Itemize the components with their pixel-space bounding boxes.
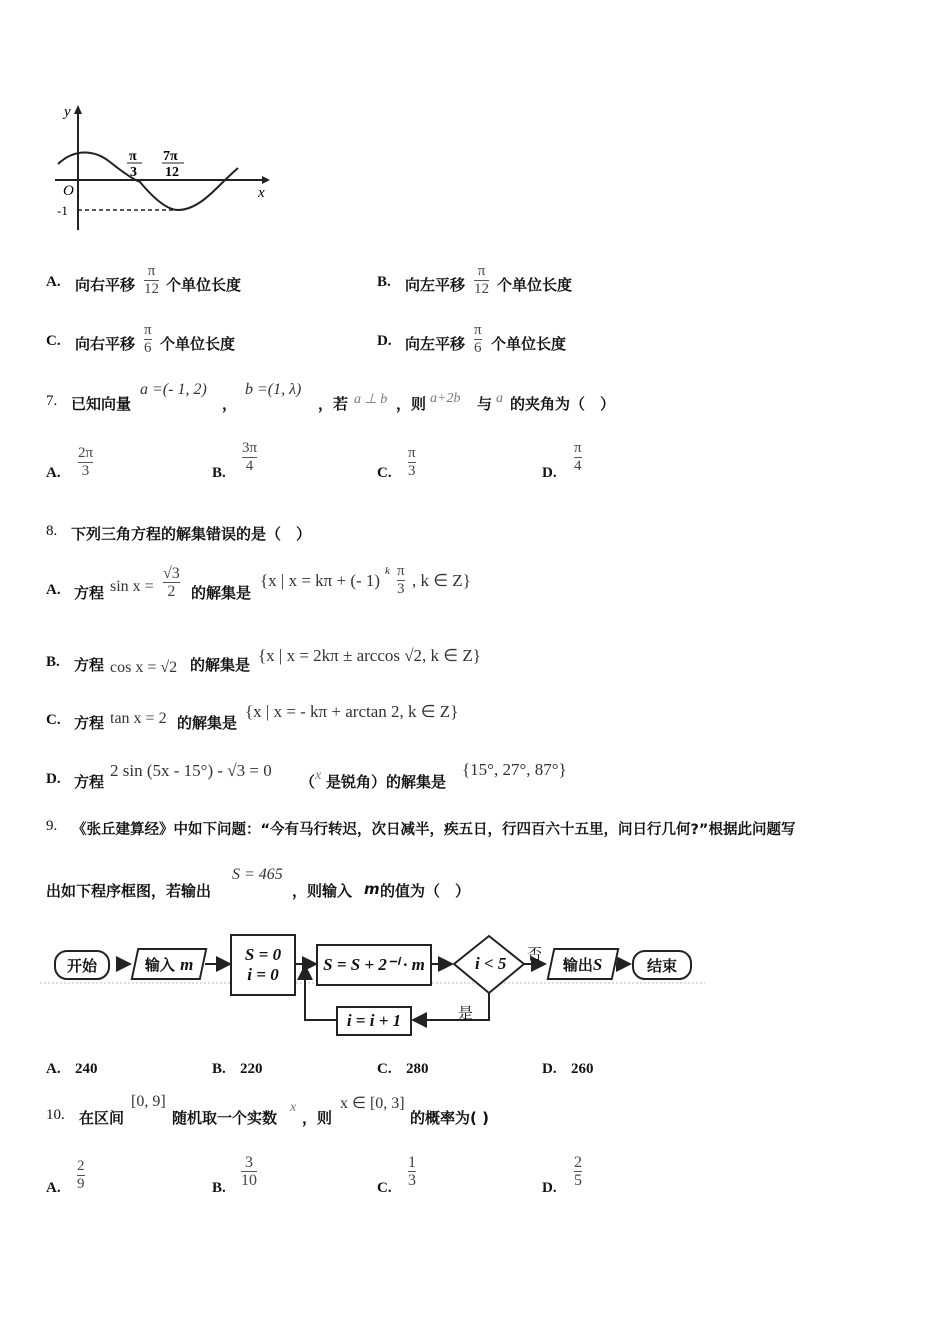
equation: 2 sin (5x - 15°) - √3 = 0 (110, 761, 272, 780)
vector-sum: a+2b (430, 391, 461, 406)
option-text: 的解集是 (177, 714, 238, 732)
option-letter: B. (212, 1061, 226, 1077)
solution-set: {15°, 27°, 87°} (462, 760, 567, 779)
option-text: 的解集是 (190, 656, 251, 674)
option-fraction: 2 5 (574, 1154, 582, 1189)
end-terminal: 结束 (632, 950, 692, 980)
condition-text: i < 5 (475, 954, 507, 973)
start-terminal: 开始 (54, 950, 110, 980)
question-text: 与 (477, 395, 493, 413)
sub-interval: x ∈ [0, 3] (340, 1095, 405, 1112)
question-text: 在区间 (79, 1109, 125, 1127)
option-fraction: π 3 (408, 445, 416, 479)
option-letter: A. (46, 582, 61, 598)
option-letter: D. (542, 1180, 557, 1196)
input-box: 输入 m (131, 948, 208, 980)
question-number: 9. (46, 818, 58, 834)
set-fraction: π 3 (397, 563, 405, 597)
option-letter: B. (212, 465, 226, 481)
equation-fraction: √3 2 (163, 565, 180, 600)
output-value: S = 465 (232, 866, 283, 883)
option-letter: C. (377, 465, 392, 481)
tick-7pi12-den: 12 (165, 165, 179, 180)
no-label: 否 (527, 945, 543, 963)
option-text: 的解集是 (191, 584, 252, 602)
option-letter: C. (46, 712, 61, 728)
vector-a: a =(- 1, 2) (140, 381, 207, 398)
option-letter: C. (377, 1061, 392, 1077)
question-text: 随机取一个实数 (172, 1109, 278, 1127)
option-value: 260 (571, 1061, 594, 1077)
option-letter: B. (377, 274, 391, 290)
option-fraction: 2π 3 (78, 445, 94, 479)
option-text: 方程 (74, 714, 105, 732)
variable-m: m (364, 880, 380, 898)
option-value: 220 (240, 1061, 263, 1077)
question-number: 7. (46, 393, 58, 409)
option-fraction: π 12 (144, 263, 159, 297)
solution-set-end: , k ∈ Z} (412, 571, 471, 590)
exponent: k (385, 565, 390, 577)
option-text: 方程 (74, 584, 105, 602)
yes-label: 是 (458, 1004, 474, 1022)
perp-condition: a ⊥ b (354, 392, 388, 407)
question-text: 已知向量 (71, 395, 132, 413)
question-text: 的概率为( ) (410, 1109, 489, 1127)
option-letter: A. (46, 274, 61, 290)
option-prefix: 向左平移 (405, 335, 466, 353)
option-letter: D. (542, 1061, 557, 1077)
question-text: ， (222, 395, 238, 413)
vector-b: b =(1, λ) (245, 381, 302, 398)
interval: [0, 9] (131, 1093, 166, 1110)
solution-set: {x | x = - kπ + arctan 2, k ∈ Z} (245, 702, 459, 721)
y-axis-arrow (74, 105, 82, 114)
question-text: ，则输入 (292, 882, 353, 900)
option-text: （ (300, 773, 316, 791)
update-box: S = S + 2⁻ⁱ · m (316, 944, 432, 986)
question-text: 出如下程序框图，若输出 (46, 882, 212, 900)
option-fraction: 3π 4 (242, 440, 258, 474)
question-number: 10. (46, 1107, 65, 1123)
option-fraction: π 6 (144, 322, 152, 356)
option-letter: A. (46, 1061, 61, 1077)
origin-label: O (63, 183, 74, 199)
option-value: 280 (406, 1061, 429, 1077)
question-text: 的值为（ ） (380, 882, 471, 900)
question-text: ，则 (302, 1109, 333, 1127)
equation: tan x = 2 (110, 710, 167, 727)
increment-box: i = i + 1 (336, 1006, 412, 1036)
option-letter: B. (46, 654, 60, 670)
option-letter: D. (377, 333, 392, 349)
tick-pi3-den: 3 (130, 165, 137, 180)
option-prefix: 向左平移 (405, 276, 466, 294)
option-letter: D. (542, 465, 557, 481)
equation: sin x = (110, 578, 154, 595)
question-text: ，则 (396, 395, 427, 413)
sine-graph (50, 100, 280, 235)
option-suffix: 个单位长度 (497, 276, 573, 294)
option-prefix: 向右平移 (75, 335, 136, 353)
option-prefix: 向右平移 (75, 276, 136, 294)
option-letter: C. (46, 333, 61, 349)
y-neg-one-label: -1 (57, 203, 68, 218)
question-text: 的夹角为（ ） (510, 395, 616, 413)
option-letter: B. (212, 1180, 226, 1196)
sine-curve (58, 153, 238, 211)
init-box: S = 0 i = 0 (230, 934, 296, 996)
option-text: 是锐角）的解集是 (326, 773, 447, 791)
question-number: 8. (46, 523, 58, 539)
vector-a-ref: a (496, 391, 503, 406)
equation: cos x = √2 (110, 659, 178, 676)
x-axis-arrow (262, 176, 270, 184)
solution-set: {x | x = kπ + (- 1) (260, 571, 381, 590)
option-fraction: 3 10 (241, 1154, 257, 1189)
question-text: ，若 (318, 395, 349, 413)
option-suffix: 个单位长度 (160, 335, 236, 353)
option-letter: A. (46, 1180, 61, 1196)
solution-set: {x | x = 2kπ ± arccos √2, k ∈ Z} (258, 646, 481, 665)
variable-x: x (290, 1100, 297, 1115)
variable-x: x (315, 768, 322, 783)
option-suffix: 个单位长度 (166, 276, 242, 294)
tick-7pi12-num: 7π (163, 149, 178, 164)
option-text: 方程 (74, 656, 105, 674)
option-fraction: 1 3 (408, 1154, 416, 1189)
option-letter: D. (46, 771, 61, 787)
question-text: 《张丘建算经》中如下问题：“今有马行转迟，次日减半，疾五日，行四百六十五里，问日行几何?”根据此问题写 (72, 822, 796, 838)
y-axis-label: y (64, 104, 71, 120)
option-fraction: π 12 (474, 263, 489, 297)
option-letter: C. (377, 1180, 392, 1196)
x-axis-label: x (258, 185, 265, 201)
tick-pi3-num: π (129, 149, 137, 164)
option-fraction: π 6 (474, 322, 482, 356)
option-value: 240 (75, 1061, 98, 1077)
option-text: 方程 (74, 773, 105, 791)
option-letter: A. (46, 465, 61, 481)
option-fraction: π 4 (574, 440, 582, 474)
option-fraction: 2 9 (77, 1158, 85, 1192)
question-text: 下列三角方程的解集错误的是（ ） (71, 525, 312, 543)
output-box: 输出S (547, 948, 620, 980)
option-suffix: 个单位长度 (491, 335, 567, 353)
